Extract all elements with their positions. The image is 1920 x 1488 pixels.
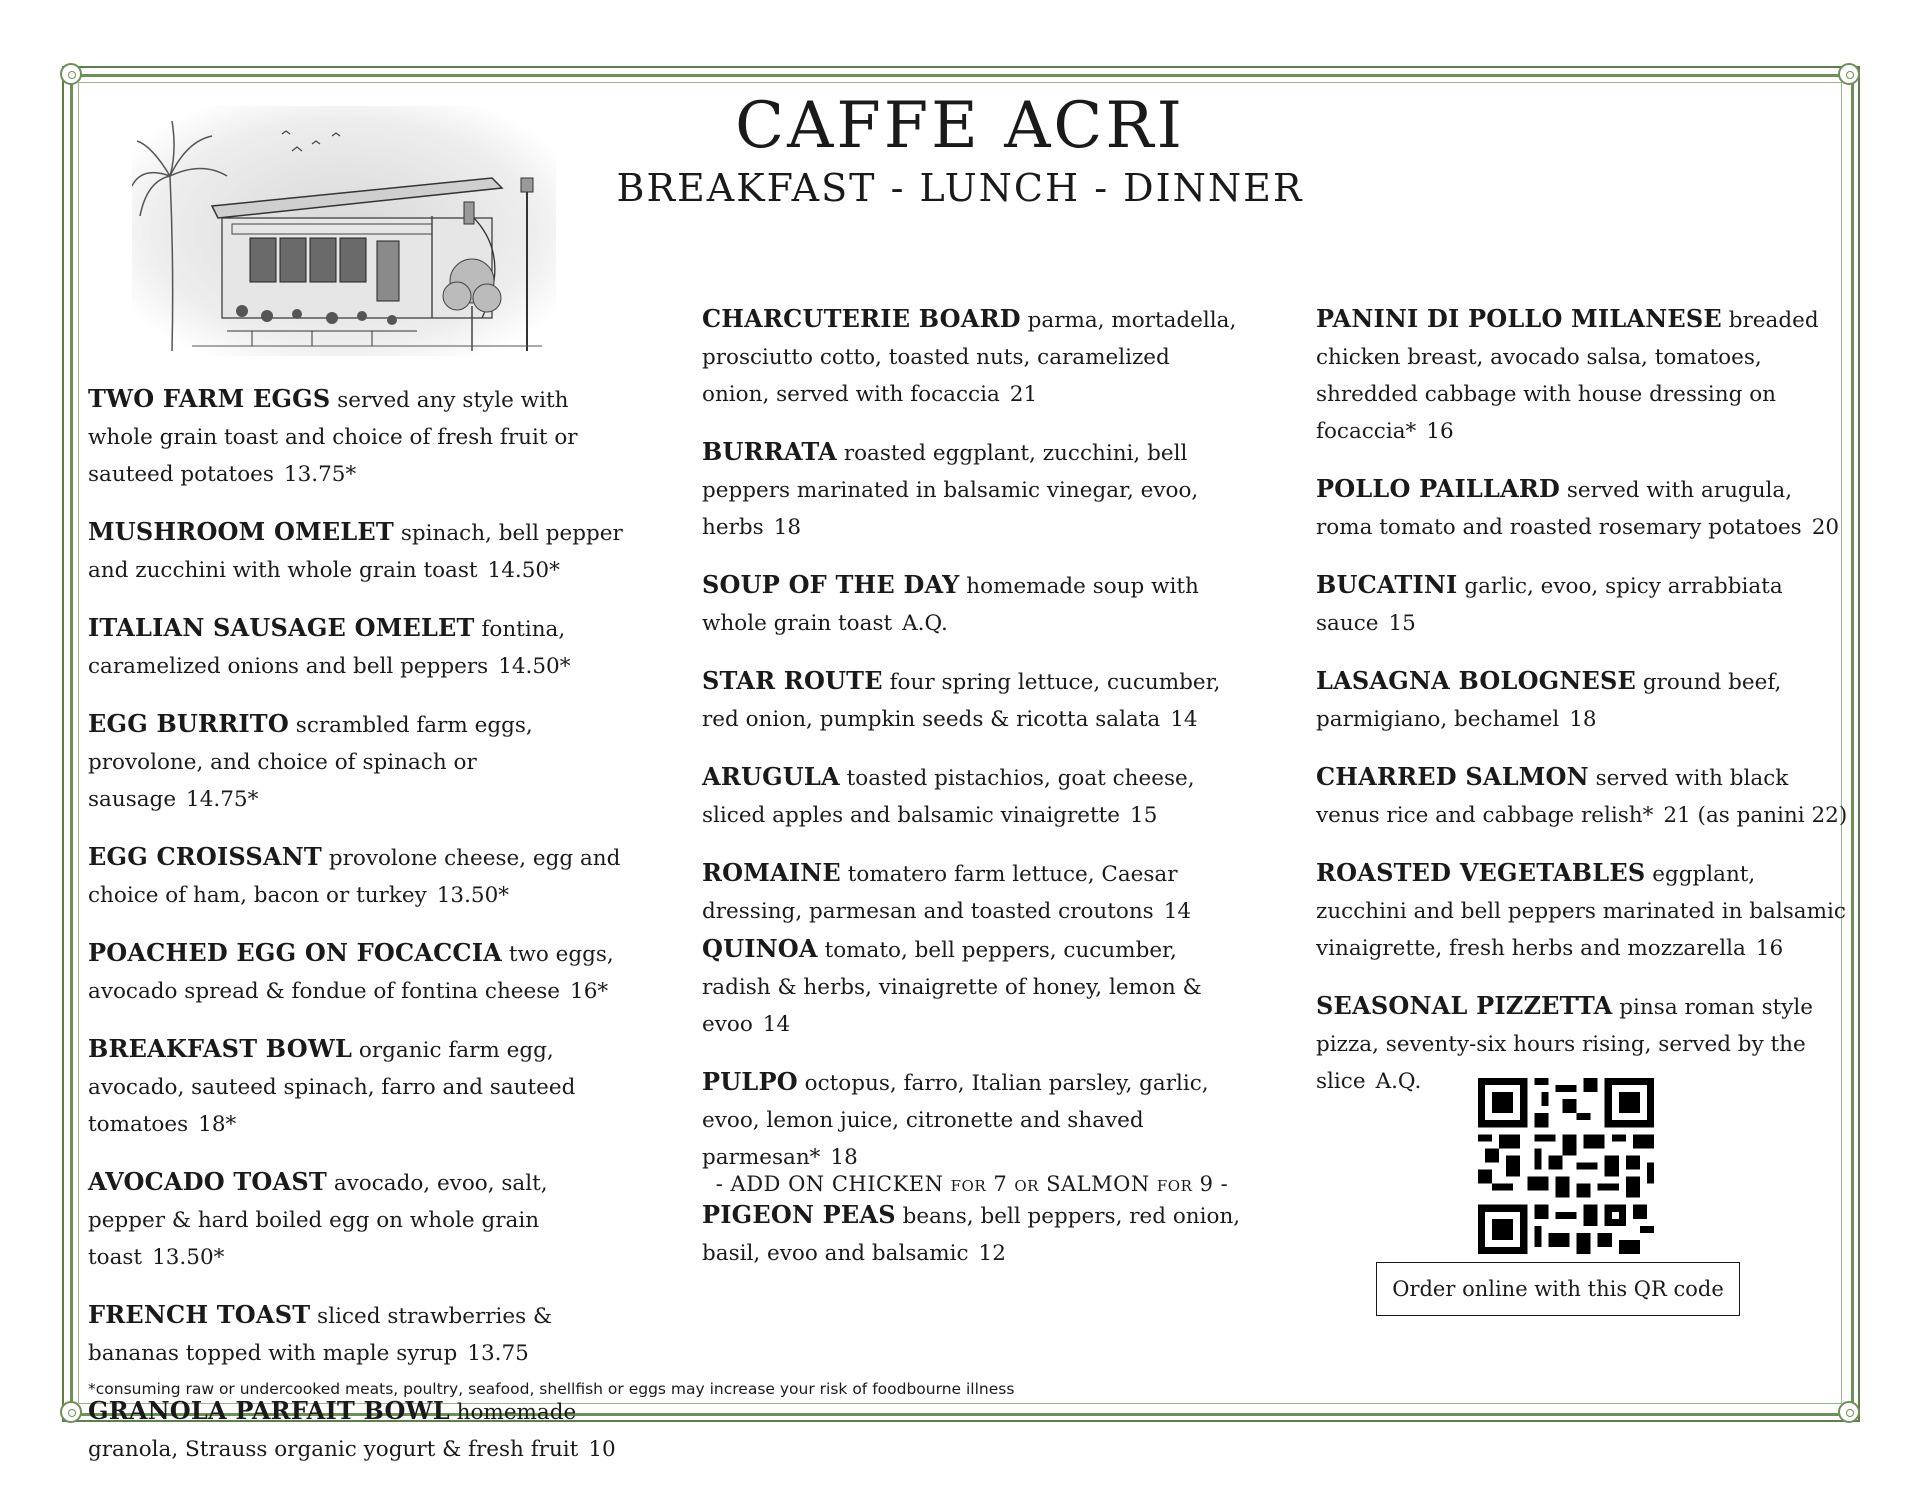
item-price: 16* [570, 979, 609, 1004]
menu-item [88, 609, 628, 685]
item-description: ground beef, parmigiano, bechamel [1316, 670, 1782, 732]
item-description: avocado, evoo, salt, pepper & hard boiled egg on whole grain toast [88, 1171, 548, 1270]
item-name: PIGEON PEAS [702, 1200, 896, 1229]
item-name: QUINOA [702, 934, 818, 963]
item-price: 13.50* [436, 883, 510, 908]
cafe-sketch-image [132, 106, 556, 356]
menu-item [702, 854, 1242, 930]
item-description: fontina, caramelized onions and bell peppers [88, 617, 566, 679]
item-description: tomato, bell peppers, cucumber, radish & herbs, vinaigrette of honey, lemon & evoo [702, 938, 1202, 1037]
menu-item [88, 513, 628, 589]
item-price: 16 [1426, 419, 1454, 444]
item-price: 18 [830, 1145, 858, 1170]
menu-item [702, 566, 1242, 642]
menu-item [702, 758, 1242, 834]
item-price: 21 [1009, 382, 1038, 407]
item-description: tomatero farm lettuce, Caesar dressing, parmesan and toasted croutons [702, 862, 1178, 924]
item-price: 18* [198, 1112, 237, 1137]
item-name: MUSHROOM OMELET [88, 517, 394, 546]
corner-ornament-icon [60, 63, 82, 85]
menu-item [1316, 758, 1852, 834]
item-description: served with black venus rice and cabbage relish* [1316, 766, 1789, 828]
item-price: 13.50* [152, 1245, 225, 1270]
menu-column-salads [702, 300, 1242, 1292]
item-price: 20 [1811, 515, 1840, 540]
item-name: EGG BURRITO [88, 709, 289, 738]
item-name: SOUP OF THE DAY [702, 570, 960, 599]
menu-item [702, 1063, 1242, 1176]
item-name: ROMAINE [702, 858, 841, 887]
menu-item [702, 1196, 1242, 1272]
item-name: BURRATA [702, 437, 837, 466]
item-description: four spring lettuce, cucumber, red onion, pumpkin seeds & ricotta salata [702, 670, 1221, 732]
menu-item [702, 930, 1242, 1043]
menu-item [702, 300, 1242, 413]
menu-item [88, 1296, 628, 1372]
menu-item [88, 1392, 628, 1468]
menu-item [702, 433, 1242, 546]
food-safety-disclaimer: *consuming raw or undercooked meats, poultry, seafood, shellfish or eggs may increase your risk of foodbourne illness [88, 1380, 1015, 1398]
item-description: garlic, evoo, spicy arrabbiata sauce [1316, 574, 1783, 636]
item-name: STAR ROUTE [702, 666, 883, 695]
item-description: homemade soup with whole grain toast [702, 574, 1199, 636]
menu-item [702, 662, 1242, 738]
qr-caption-box: Order online with this QR code [1376, 1262, 1740, 1316]
item-name: POACHED EGG ON FOCACCIA [88, 938, 502, 967]
item-price: 21 (as panini 22) [1663, 803, 1848, 828]
item-name: CHARCUTERIE BOARD [702, 304, 1021, 333]
item-name: POLLO PAILLARD [1316, 474, 1561, 503]
item-price: 18 [1569, 707, 1597, 732]
menu-item [1316, 662, 1852, 738]
item-price: 14.75* [186, 787, 259, 812]
menu-header [600, 88, 1320, 212]
menu-item [88, 705, 628, 818]
item-description: breaded chicken breast, avocado salsa, tomatoes, shredded cabbage with house dressing on focaccia* [1316, 308, 1819, 444]
item-price: 10 [588, 1437, 616, 1462]
item-description: octopus, farro, Italian parsley, garlic, evoo, lemon juice, citronette and shaved parmesan* [702, 1071, 1209, 1170]
menu-column-mains [1316, 300, 1852, 1120]
item-description: scrambled farm eggs, provolone, and choice of spinach or sausage [88, 713, 533, 812]
item-price: 14.50* [487, 558, 560, 583]
qr-code-image[interactable] [1478, 1078, 1654, 1254]
item-description: pinsa roman style pizza, seventy-six hours rising, served by the slice [1316, 995, 1813, 1094]
item-name: SEASONAL PIZZETTA [1316, 991, 1613, 1020]
item-name: EGG CROISSANT [88, 842, 322, 871]
menu-subtitle: BREAKFAST - LUNCH - DINNER [616, 166, 1304, 210]
item-price: A.Q. [1375, 1069, 1422, 1094]
item-name: LASAGNA BOLOGNESE [1316, 666, 1637, 695]
item-description: sliced strawberries & bananas topped with maple syrup [88, 1304, 553, 1366]
item-price: 13.75 [467, 1341, 529, 1366]
corner-ornament-icon [60, 1401, 82, 1423]
item-description: toasted pistachios, goat cheese, sliced apples and balsamic vinaigrette [702, 766, 1195, 828]
item-price: 13.75* [283, 462, 357, 487]
item-price: 14.50* [498, 654, 571, 679]
restaurant-title: CAFFE ACRI [735, 89, 1185, 163]
item-description: two eggs, avocado spread & fondue of fontina cheese [88, 942, 614, 1004]
item-name: PULPO [702, 1067, 798, 1096]
menu-item [88, 1030, 628, 1143]
item-description: provolone cheese, egg and choice of ham, bacon or turkey [88, 846, 621, 908]
item-name: AVOCADO TOAST [88, 1167, 327, 1196]
item-price: 14 [762, 1012, 791, 1037]
item-description: homemade granola, Strauss organic yogurt & fresh fruit [88, 1400, 579, 1462]
menu-item [1316, 300, 1852, 450]
item-name: BUCATINI [1316, 570, 1458, 599]
item-price: 15 [1130, 803, 1158, 828]
item-name: BREAKFAST BOWL [88, 1034, 353, 1063]
menu-item [88, 838, 628, 914]
item-name: ROASTED VEGETABLES [1316, 858, 1646, 887]
item-price: A.Q. [902, 611, 948, 636]
item-name: TWO FARM EGGS [88, 384, 331, 413]
item-description: served any style with whole grain toast and choice of fresh fruit or sauteed potatoes [88, 388, 578, 487]
menu-item [1316, 854, 1852, 967]
item-name: ARUGULA [702, 762, 840, 791]
item-description: parma, mortadella, prosciutto cotto, toasted nuts, caramelized onion, served with focaccia [702, 308, 1237, 407]
item-price: 12 [978, 1241, 1006, 1266]
item-description: served with arugula, roma tomato and roasted rosemary potatoes [1316, 478, 1802, 540]
menu-item [88, 934, 628, 1010]
item-price: 14 [1170, 707, 1198, 732]
add-on-note: - ADD ON CHICKEN for 7 or SALMON for 9 - [715, 1172, 1229, 1196]
item-name: ITALIAN SAUSAGE OMELET [88, 613, 475, 642]
item-description: roasted eggplant, zucchini, bell peppers marinated in balsamic vinegar, evoo, herbs [702, 441, 1199, 540]
menu-column-breakfast [88, 380, 628, 1488]
item-description: organic farm egg, avocado, sauteed spinach, farro and sauteed tomatoes [88, 1038, 576, 1137]
item-price: 18 [773, 515, 802, 540]
menu-item [1316, 470, 1852, 546]
item-name: PANINI DI POLLO MILANESE [1316, 304, 1722, 333]
corner-ornament-icon [1838, 63, 1860, 85]
item-price: 14 [1163, 899, 1192, 924]
item-description: eggplant, zucchini and bell peppers marinated in balsamic vinaigrette, fresh herbs and mozzarella [1316, 862, 1846, 961]
item-description: spinach, bell pepper and zucchini with whole grain toast [88, 521, 623, 583]
item-name: GRANOLA PARFAIT BOWL [88, 1396, 450, 1425]
item-price: 16 [1755, 936, 1784, 961]
corner-ornament-icon [1838, 1401, 1860, 1423]
menu-item [88, 1163, 628, 1276]
item-description: beans, bell peppers, red onion, basil, evoo and balsamic [702, 1204, 1241, 1266]
item-name: FRENCH TOAST [88, 1300, 311, 1329]
item-name: CHARRED SALMON [1316, 762, 1589, 791]
item-price: 15 [1388, 611, 1416, 636]
menu-item [88, 380, 628, 493]
menu-item [1316, 566, 1852, 642]
